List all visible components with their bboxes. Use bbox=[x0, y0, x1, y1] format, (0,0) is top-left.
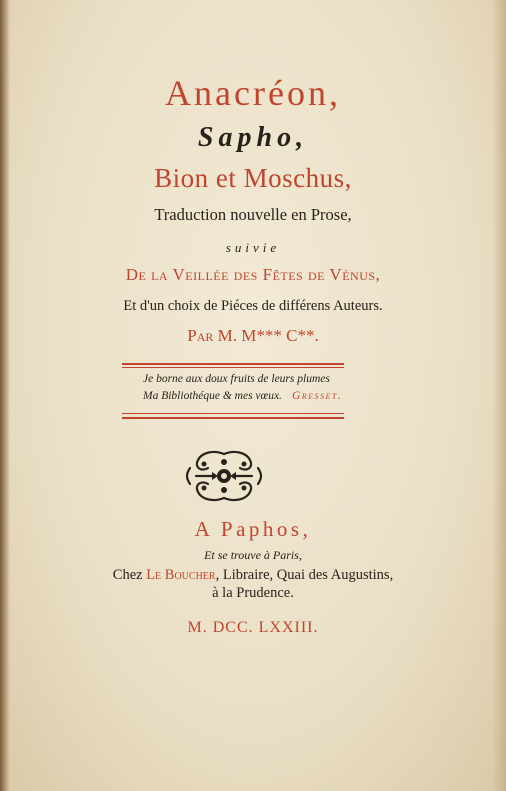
imprint-libraire: , Libraire, Quai des Augustins, bbox=[215, 567, 394, 583]
imprint-date: M. DCC. LXXIII. bbox=[187, 619, 319, 636]
fleuron-icon bbox=[184, 448, 264, 504]
imprint-place: A Paphos, bbox=[194, 517, 312, 541]
imprint-publisher: Le Boucher bbox=[146, 567, 216, 583]
author-line: Par M. M*** C**. bbox=[187, 326, 319, 345]
epigraph-line-1: Je borne aux doux fruits de leurs plumes bbox=[143, 373, 330, 385]
suivie-line: suivie bbox=[225, 240, 281, 255]
epigraph-attribution: Gresset. bbox=[291, 390, 343, 402]
epigraph-line-2 bbox=[143, 390, 342, 402]
epigraph-rule-top-thin bbox=[122, 367, 344, 368]
translation-line: Traduction nouvelle en Prose, bbox=[154, 205, 352, 224]
title-sapho: Sapho, bbox=[197, 122, 309, 153]
epigraph-rule-bottom-thin bbox=[122, 413, 344, 414]
page-edge bbox=[492, 0, 506, 791]
book-spine-shadow bbox=[0, 0, 10, 791]
title-bion-moschus: Bion et Moschus, bbox=[154, 163, 352, 193]
imprint-trouve: Et se trouve à Paris, bbox=[204, 548, 302, 562]
choix-line: Et d'un choix de Piéces de différens Auteurs. bbox=[123, 298, 383, 314]
epigraph-rule-bottom bbox=[122, 417, 344, 419]
epigraph-line-2-text: Ma Bibliothéque & mes vœux. bbox=[143, 390, 282, 402]
title-anacreon: Anacréon, bbox=[165, 73, 341, 113]
imprint-publisher-line bbox=[0, 567, 506, 584]
imprint-prudence: à la Prudence. bbox=[212, 585, 294, 601]
imprint-chez: Chez bbox=[112, 567, 143, 583]
epigraph-rule-top bbox=[122, 363, 344, 365]
veillee-line: De la Veillée des Fêtes de Vénus, bbox=[125, 265, 381, 284]
